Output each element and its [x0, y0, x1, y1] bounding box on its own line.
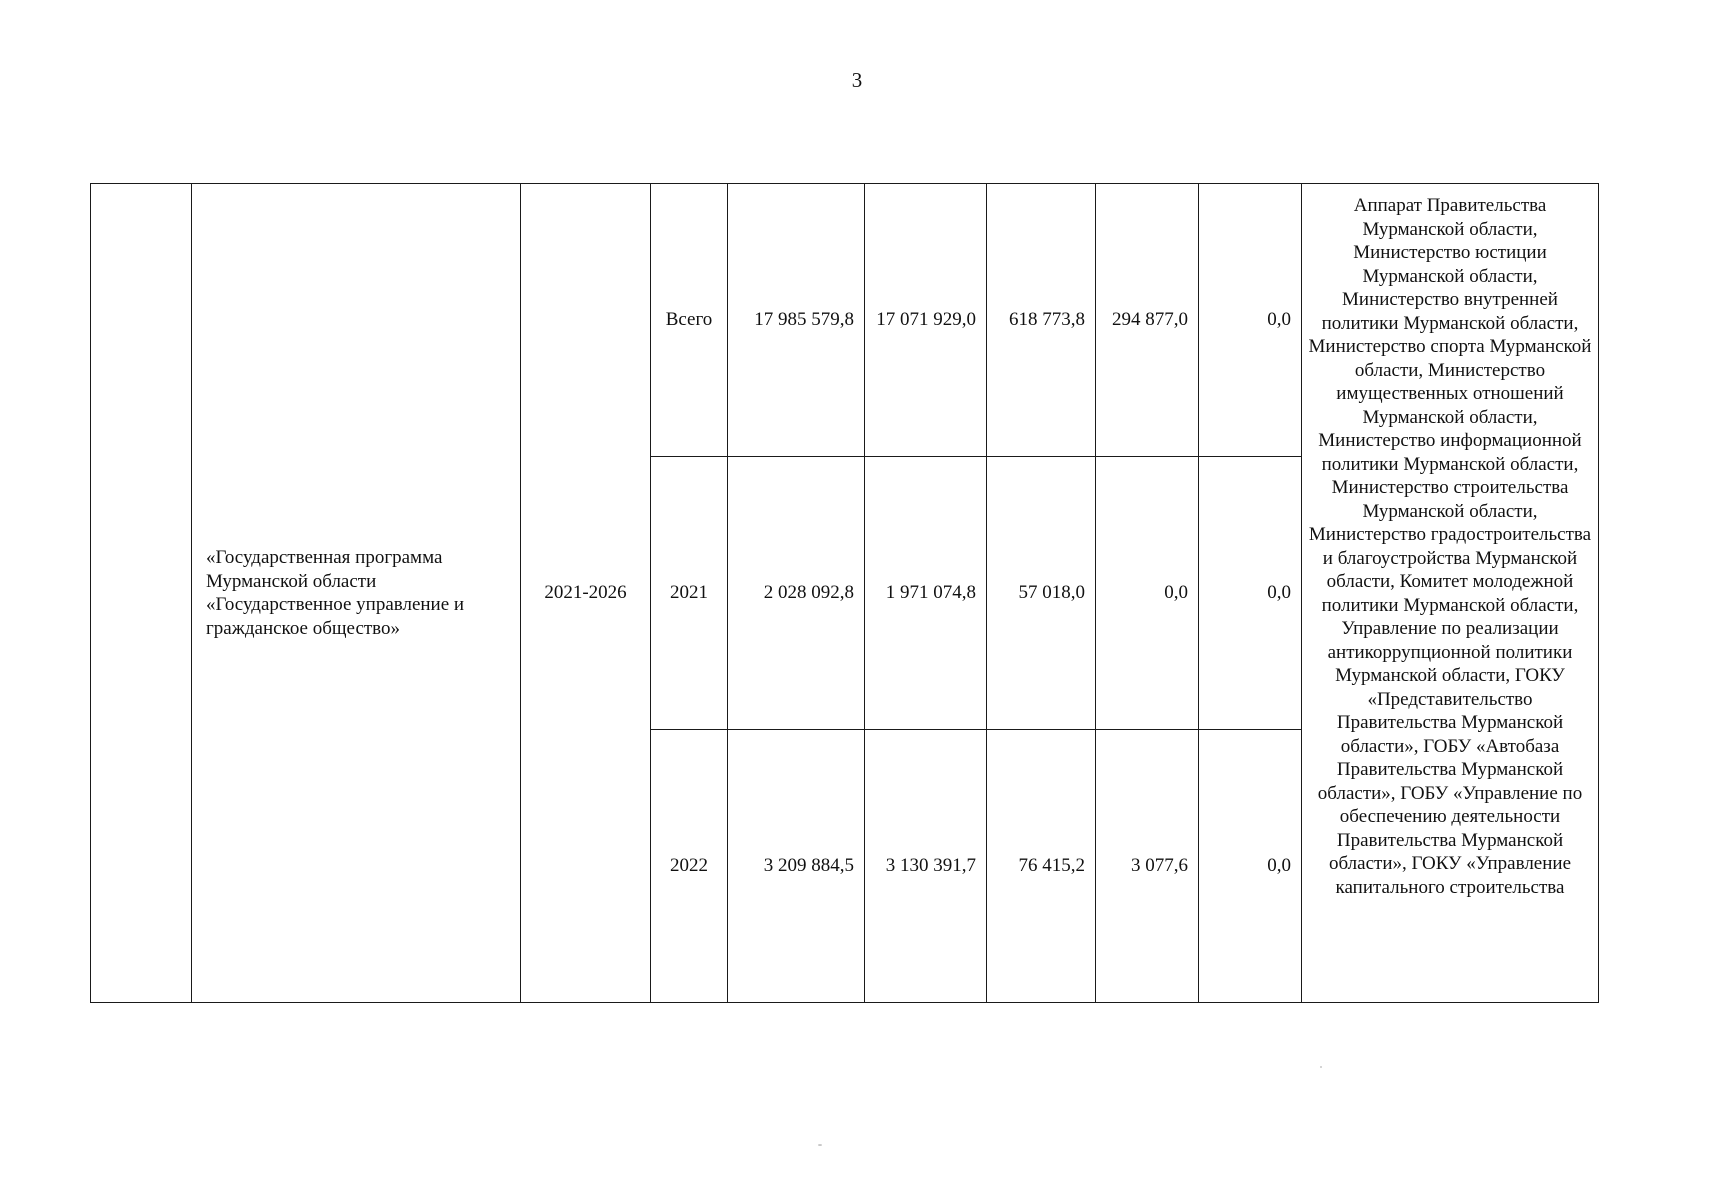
year-cell: Всего	[651, 184, 728, 457]
federal-budget-cell: 76 415,2	[987, 730, 1096, 1003]
program-name: «Государственная программа Мурманской области «Государственное управление и гражданское общество»	[192, 184, 521, 1003]
scan-speck	[818, 1144, 822, 1146]
scan-speck	[1320, 1066, 1322, 1068]
funding-table	[90, 183, 1599, 1003]
other-sources-cell: 0,0	[1199, 730, 1302, 1003]
federal-budget-cell: 618 773,8	[987, 184, 1096, 457]
federal-budget-cell: 57 018,0	[987, 457, 1096, 730]
year-cell: 2021	[651, 457, 728, 730]
row-number-cell	[91, 184, 192, 1003]
other-sources-cell: 0,0	[1199, 457, 1302, 730]
regional-budget-cell: 1 971 074,8	[865, 457, 987, 730]
page-number: 3	[851, 68, 863, 92]
executors-list: Аппарат Правительства Мурманской области, Министерство юстиции Мурманской области, Министерство внутренней политики Мурманской области, Министерство спорта Мурманской области, Министерство имущественных отношений Мурманской области, Министерство информационной политики Мурманской области, Министерство строительства Мурманской области, Министерство градостроительства и благоустройства Мурманской области, Комитет молодежной политики Мурманской области, Управление по реализации антикоррупционной политики Мурманской области, ГОКУ «Представительство Правительства Мурманской области», ГОБУ «Автобаза Правительства Мурманской области», ГОБУ «Управление по обеспечению деятельности Правительства Мурманской области», ГОКУ «Управление капитального строительства	[1302, 184, 1599, 1003]
total-cell: 3 209 884,5	[728, 730, 865, 1003]
year-cell: 2022	[651, 730, 728, 1003]
program-period: 2021-2026	[521, 184, 651, 1003]
other-sources-cell: 0,0	[1199, 184, 1302, 457]
table-row	[91, 184, 1599, 457]
local-budget-cell: 0,0	[1096, 457, 1199, 730]
regional-budget-cell: 17 071 929,0	[865, 184, 987, 457]
total-cell: 17 985 579,8	[728, 184, 865, 457]
regional-budget-cell: 3 130 391,7	[865, 730, 987, 1003]
local-budget-cell: 294 877,0	[1096, 184, 1199, 457]
total-cell: 2 028 092,8	[728, 457, 865, 730]
local-budget-cell: 3 077,6	[1096, 730, 1199, 1003]
